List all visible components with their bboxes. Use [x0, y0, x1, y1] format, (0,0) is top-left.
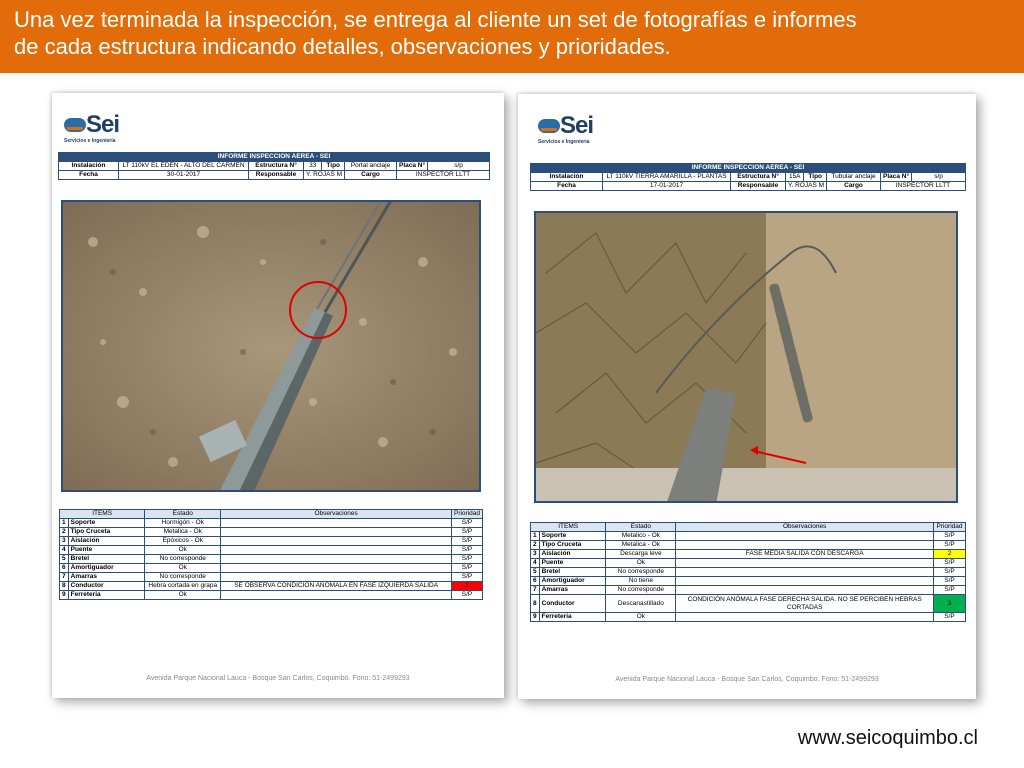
- sei-logo: [64, 111, 134, 145]
- row-obs: [676, 532, 934, 541]
- row-number: 4: [60, 546, 69, 555]
- table-row: [531, 559, 966, 568]
- row-prioridad: S/P: [934, 586, 966, 595]
- table-row: [60, 591, 483, 600]
- table-row: [531, 577, 966, 586]
- value-placa: s/p: [428, 162, 490, 171]
- row-obs: [221, 564, 452, 573]
- label-fecha: Fecha: [531, 182, 603, 191]
- row-obs: [221, 537, 452, 546]
- value-estructura: 33: [304, 162, 322, 171]
- row-obs: [221, 519, 452, 528]
- value-instalacion: LT 110kV EL EDÉN - ALTO DEL CARMEN: [119, 162, 249, 171]
- report-header-table: [58, 152, 490, 180]
- report-page-1: [52, 93, 504, 698]
- row-number: 8: [60, 582, 69, 591]
- row-estado: Metalico - Ok: [606, 532, 676, 541]
- table-row: [60, 564, 483, 573]
- report-page-2: [518, 94, 976, 699]
- report-header-table: [530, 163, 966, 191]
- value-estructura: 15A: [786, 173, 804, 182]
- value-fecha: 17-01-2017: [603, 182, 731, 191]
- th-prioridad: Prioridad: [934, 523, 966, 532]
- row-item: Bretel: [539, 568, 606, 577]
- row-number: 6: [60, 564, 69, 573]
- row-obs: [676, 559, 934, 568]
- website-url: www.seicoquimbo.cl: [797, 727, 978, 749]
- row-prioridad: S/P: [451, 573, 482, 582]
- row-prioridad: S/P: [934, 568, 966, 577]
- row-item: Puente: [68, 546, 145, 555]
- value-cargo: INSPECTOR LLTT: [397, 171, 490, 180]
- row-number: 1: [531, 532, 540, 541]
- row-prioridad: S/P: [451, 555, 482, 564]
- row-item: Amortiguador: [539, 577, 606, 586]
- row-item: Soporte: [68, 519, 145, 528]
- row-estado: No corresponde: [145, 573, 221, 582]
- row-obs: [676, 568, 934, 577]
- logo-subtitle: Servicios e Ingeniería: [64, 138, 116, 144]
- row-estado: Ok: [145, 591, 221, 600]
- value-instalacion: LT 110kV TIERRA AMARILLA - PLANTAS: [603, 173, 731, 182]
- row-obs: [676, 577, 934, 586]
- table-row: [60, 582, 483, 591]
- table-row: [531, 586, 966, 595]
- row-item: Ferreteria: [539, 613, 606, 622]
- table-row: [60, 573, 483, 582]
- row-prioridad: S/P: [934, 541, 966, 550]
- row-obs: SE OBSERVA CONDICIÓN ANÓMALA EN FASE IZQUIERDA SALIDA: [221, 582, 452, 591]
- label-tipo: Tipo: [804, 173, 827, 182]
- label-placa: Placa N°: [881, 173, 912, 182]
- row-obs: [221, 528, 452, 537]
- row-item: Puente: [539, 559, 606, 568]
- table-row: [60, 555, 483, 564]
- row-item: Amortiguador: [68, 564, 145, 573]
- table-row: [531, 595, 966, 613]
- label-fecha: Fecha: [59, 171, 119, 180]
- th-estado: Estado: [606, 523, 676, 532]
- row-number: 9: [531, 613, 540, 622]
- table-row: [60, 528, 483, 537]
- row-number: 3: [60, 537, 69, 546]
- row-prioridad: S/P: [934, 577, 966, 586]
- sei-logo-icon: [64, 118, 86, 132]
- row-item: Conductor: [68, 582, 145, 591]
- row-estado: No corresponde: [145, 555, 221, 564]
- inspection-photo-2: [534, 211, 958, 503]
- row-estado: Descarga leve: [606, 550, 676, 559]
- row-number: 7: [60, 573, 69, 582]
- items-table-2: [530, 522, 966, 622]
- value-fecha: 30-01-2017: [119, 171, 249, 180]
- banner-line-1: Una vez terminada la inspección, se entrega al cliente un set de fotografías e informes: [14, 7, 857, 32]
- row-prioridad-critical: 1: [451, 582, 482, 591]
- row-prioridad: S/P: [451, 519, 482, 528]
- row-number: 9: [60, 591, 69, 600]
- row-prioridad: S/P: [451, 537, 482, 546]
- table-row: [60, 546, 483, 555]
- report-footer: Avenida Parque Nacional Lauca - Bosque San Carlos, Coquimbo. Fono: 51-2499293: [146, 675, 410, 682]
- th-items: ITEMS: [60, 510, 145, 519]
- table-row: [60, 537, 483, 546]
- sei-logo: [538, 112, 608, 146]
- items-table-1: [59, 509, 483, 600]
- value-placa: s/p: [912, 173, 966, 182]
- label-estructura: Estructura N°: [249, 162, 304, 171]
- row-estado: No corresponde: [606, 568, 676, 577]
- label-placa: Placa N°: [397, 162, 428, 171]
- row-item: Soporte: [539, 532, 606, 541]
- row-item: Conductor: [539, 595, 606, 613]
- th-estado: Estado: [145, 510, 221, 519]
- table-row: [531, 532, 966, 541]
- value-tipo: Tubular anclaje: [827, 173, 881, 182]
- table-row: [531, 541, 966, 550]
- row-item: Tipo Cruceta: [539, 541, 606, 550]
- row-item: Bretel: [68, 555, 145, 564]
- label-instalacion: Instalación: [531, 173, 603, 182]
- sei-logo-icon: [538, 119, 560, 133]
- row-prioridad-medium: 2: [934, 550, 966, 559]
- row-number: 1: [60, 519, 69, 528]
- row-item: Tipo Cruceta: [68, 528, 145, 537]
- row-estado: Metalica - Ok: [145, 528, 221, 537]
- row-prioridad: S/P: [934, 559, 966, 568]
- row-estado: Epóxicos - Ok: [145, 537, 221, 546]
- label-responsable: Responsable: [731, 182, 786, 191]
- th-items: ITEMS: [531, 523, 606, 532]
- value-cargo: INSPECTOR LLTT: [881, 182, 966, 191]
- value-responsable: Y. ROJAS M: [786, 182, 827, 191]
- row-item: Ferreteria: [68, 591, 145, 600]
- row-number: 2: [60, 528, 69, 537]
- row-prioridad: S/P: [934, 613, 966, 622]
- th-observaciones: Observaciones: [221, 510, 452, 519]
- row-estado: Ok: [606, 559, 676, 568]
- label-tipo: Tipo: [322, 162, 345, 171]
- row-estado: Descanastillado: [606, 595, 676, 613]
- row-obs: [676, 541, 934, 550]
- row-item: Aislación: [68, 537, 145, 546]
- row-number: 6: [531, 577, 540, 586]
- report-footer: Avenida Parque Nacional Lauca - Bosque San Carlos, Coquimbo. Fono: 51-2499293: [615, 676, 879, 683]
- row-prioridad-low: 3: [934, 595, 966, 613]
- slide-title-banner: [0, 0, 1024, 73]
- logo-subtitle: Servicios e Ingeniería: [538, 139, 590, 145]
- row-estado: No tiene: [606, 577, 676, 586]
- row-prioridad: S/P: [934, 532, 966, 541]
- label-cargo: Cargo: [827, 182, 881, 191]
- row-obs: [221, 591, 452, 600]
- label-cargo: Cargo: [345, 171, 397, 180]
- value-tipo: Portal anclaje: [345, 162, 397, 171]
- row-obs: [221, 555, 452, 564]
- row-item: Amarras: [68, 573, 145, 582]
- row-obs: FASE MEDIA SALIDA CON DESCARGA: [676, 550, 934, 559]
- th-prioridad: Prioridad: [451, 510, 482, 519]
- row-estado: Ok: [606, 613, 676, 622]
- row-estado: Ok: [145, 564, 221, 573]
- row-prioridad: S/P: [451, 546, 482, 555]
- row-item: Amarras: [539, 586, 606, 595]
- label-responsable: Responsable: [249, 171, 304, 180]
- row-prioridad: S/P: [451, 528, 482, 537]
- row-estado: Ok: [145, 546, 221, 555]
- row-number: 8: [531, 595, 540, 613]
- table-row: [531, 613, 966, 622]
- row-number: 7: [531, 586, 540, 595]
- row-estado: Hebra cortada en grapa: [145, 582, 221, 591]
- label-instalacion: Instalación: [59, 162, 119, 171]
- row-obs: [676, 613, 934, 622]
- table-row: [531, 568, 966, 577]
- label-estructura: Estructura N°: [731, 173, 786, 182]
- row-estado: Metalica - Ok: [606, 541, 676, 550]
- logo-word: Sei: [560, 112, 594, 139]
- row-number: 5: [60, 555, 69, 564]
- report-title: INFORME INSPECCIÓN AÉREA - SEI: [531, 164, 966, 173]
- row-obs: [221, 573, 452, 582]
- value-responsable: Y. ROJAS M: [304, 171, 345, 180]
- th-observaciones: Observaciones: [676, 523, 934, 532]
- row-number: 4: [531, 559, 540, 568]
- row-obs: [676, 586, 934, 595]
- table-row: [60, 519, 483, 528]
- table-row: [531, 550, 966, 559]
- row-estado: Hormigón - Ok: [145, 519, 221, 528]
- row-obs: [221, 546, 452, 555]
- row-obs: CONDICIÓN ANÓMALA FASE DERECHA SALIDA. NO SE PERCIBEN HEBRAS CORTADAS: [676, 595, 934, 613]
- banner-line-2: de cada estructura indicando detalles, observaciones y prioridades.: [14, 34, 671, 59]
- row-prioridad: S/P: [451, 564, 482, 573]
- row-item: Aislación: [539, 550, 606, 559]
- row-estado: No corresponde: [606, 586, 676, 595]
- row-number: 3: [531, 550, 540, 559]
- inspection-photo-1: [61, 200, 481, 492]
- report-title: INFORME INSPECCIÓN AÉREA - SEI: [59, 153, 490, 162]
- row-number: 2: [531, 541, 540, 550]
- row-number: 5: [531, 568, 540, 577]
- row-prioridad: S/P: [451, 591, 482, 600]
- logo-word: Sei: [86, 111, 120, 138]
